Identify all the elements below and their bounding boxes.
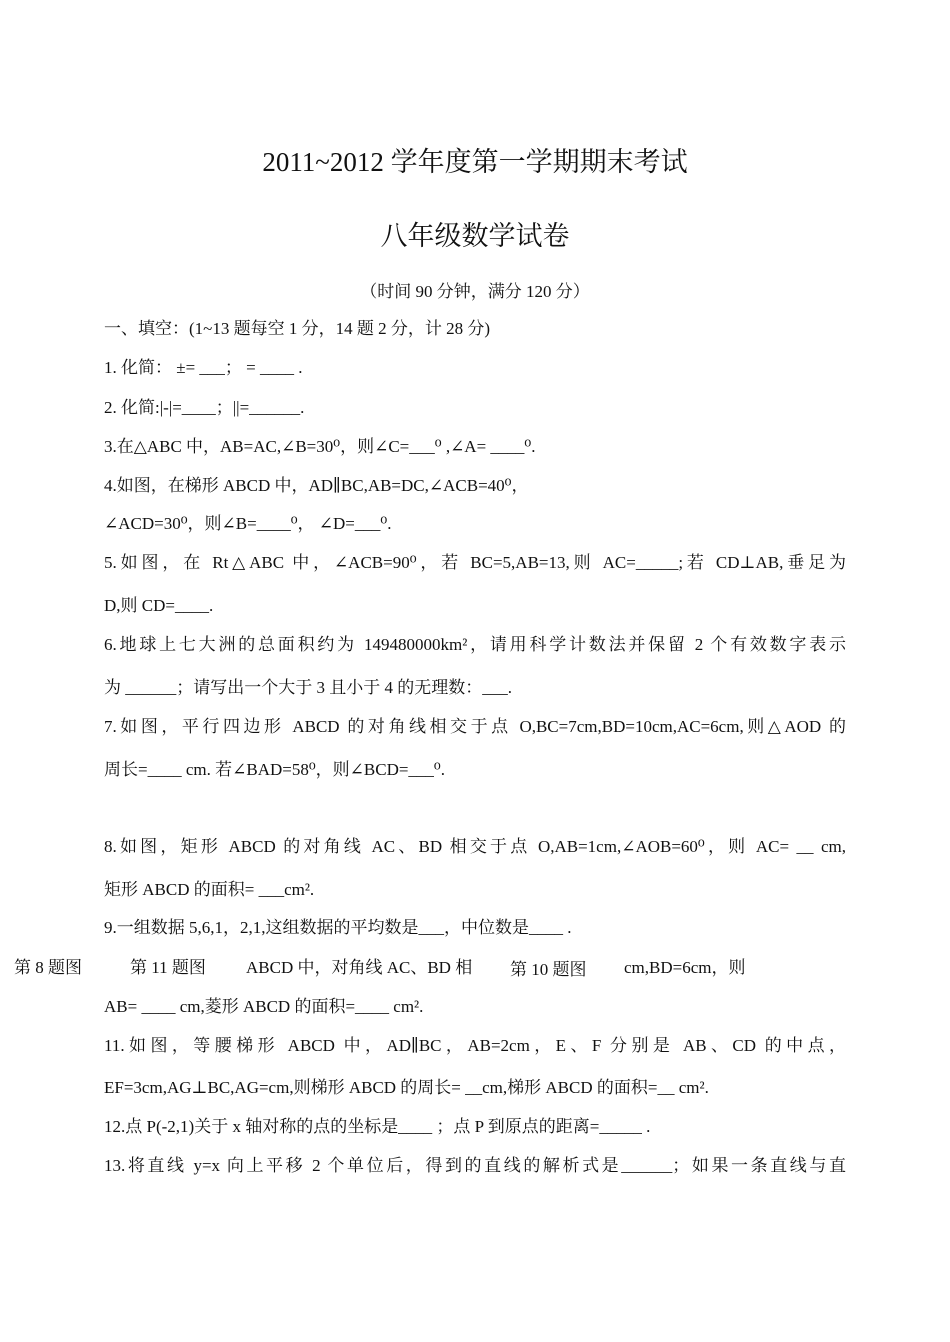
figure-10-caption: 第 10 题图 xyxy=(510,960,587,979)
question-11-line-2: EF=3cm,AG⊥BC,AG=cm,则梯形 ABCD 的周长= __cm,梯形 ABCD 的面积=__ cm². xyxy=(104,1078,709,1097)
exam-title: 2011~2012 学年度第一学期期末考试 xyxy=(262,147,688,177)
question-7-line-2: 周长=____ cm. 若∠BAD=58⁰，则∠BCD=___⁰. xyxy=(104,760,445,779)
question-12: 12.点 P(-2,1)关于 x 轴对称的点的坐标是____ ；点 P 到原点的距离=_____ . xyxy=(104,1117,651,1136)
question-2: 2. 化简:|-|=____；||=______. xyxy=(104,398,305,417)
question-10-line-2: AB= ____ cm,菱形 ABCD 的面积=____ cm². xyxy=(104,997,424,1016)
section-heading: 一、填空：(1~13 题每空 1 分，14 题 2 分，计 28 分) xyxy=(104,319,491,338)
question-13-line-1: 13.将直线 y=x 向上平移 2 个单位后，得到的直线的解析式是______；如果一条直线与直 xyxy=(104,1156,846,1175)
question-9: 9.一组数据 5,6,1，2,1,这组数据的平均数是___，中位数是____ . xyxy=(104,918,572,937)
question-5-line-2: D,则 CD=____. xyxy=(104,596,214,615)
question-8-line-1: 8.如图，矩形 ABCD 的对角线 AC、BD 相交于点 O,AB=1cm,∠AOB=60⁰，则 AC= __ cm, xyxy=(104,837,846,856)
question-11-line-1: 11.如图，等腰梯形 ABCD 中，AD∥BC，AB=2cm，E、F 分别是 AB、CD 的中点， xyxy=(104,1036,846,1055)
question-4-line-2: ∠ACD=30⁰，则∠B=____⁰， ∠D=___⁰. xyxy=(104,514,392,533)
exam-info: （时间 90 分钟，满分 120 分） xyxy=(360,282,590,301)
figure-11-caption: 第 11 题图 xyxy=(130,958,206,977)
question-3: 3.在△ABC 中，AB=AC,∠B=30⁰，则∠C=___⁰ ,∠A= ____⁰. xyxy=(104,437,536,456)
question-6-line-2: 为 ______；请写出一个大于 3 且小于 4 的无理数：___. xyxy=(104,678,512,697)
question-4-line-1: 4.如图，在梯形 ABCD 中，AD∥BC,AB=DC,∠ACB=40⁰， xyxy=(104,476,529,495)
question-5-line-1: 5.如图，在 Rt△ABC 中，∠ACB=90⁰，若 BC=5,AB=13,则 AC=_____;若 CD⊥AB,垂足为 xyxy=(104,553,846,572)
question-7-line-1: 7.如图，平行四边形 ABCD 的对角线相交于点 O,BC=7cm,BD=10cm,AC=6cm,则△AOD 的 xyxy=(104,717,846,736)
question-10-fragment-1: ABCD 中，对角线 AC、BD 相 xyxy=(246,958,473,977)
question-10-fragment-2: cm,BD=6cm，则 xyxy=(624,958,746,977)
question-8-line-2: 矩形 ABCD 的面积= ___cm². xyxy=(104,880,315,899)
figure-8-caption: 第 8 题图 xyxy=(14,958,82,977)
question-1: 1. 化简： ±= ___； = ____ . xyxy=(104,358,303,377)
exam-subtitle: 八年级数学试卷 xyxy=(380,221,570,251)
question-6-line-1: 6.地球上七大洲的总面积约为 149480000km²，请用科学计数法并保留 2 个有效数字表示 xyxy=(104,635,846,654)
